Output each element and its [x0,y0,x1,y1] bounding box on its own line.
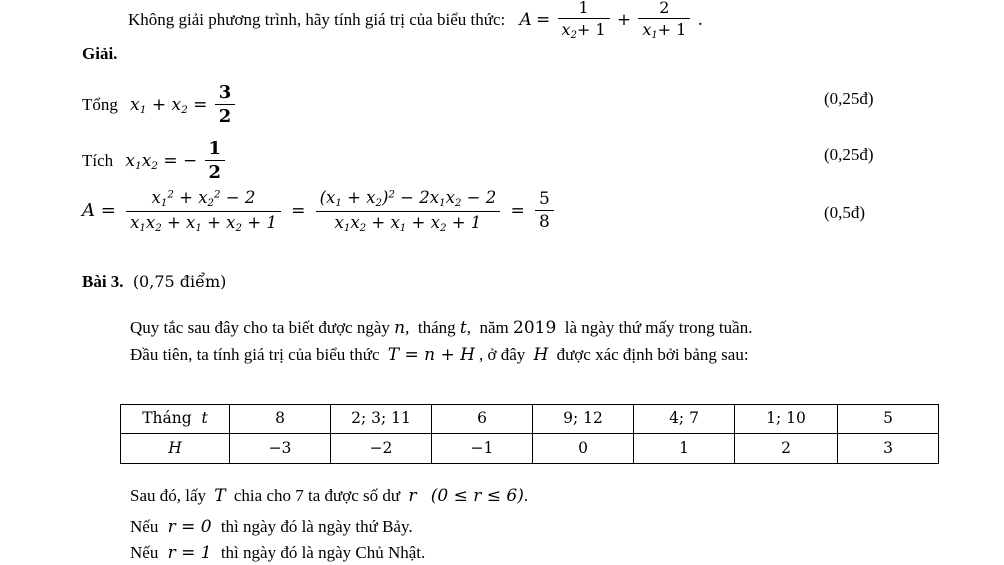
after-table-line-1-cond: (0 ≤ r ≤ 6) [430,486,524,506]
after-table-line-2 [130,517,413,537]
table-cell-month-5: 1; 10 [735,405,838,434]
after-table-line-3-b: thì ngày đó là ngày Chủ Nhật. [220,543,426,562]
a-fraction-1-denominator: $x_1x_2 + x_1 + x_2 + 1$ [130,212,277,234]
exercise-label: Bài 3. [82,272,124,291]
after-table-line-3 [130,543,425,563]
exercise-paragraph-2-c: được xác định bởi bảng sau: [556,345,749,364]
table-cell-h-5: 2 [735,434,838,464]
exercise-paragraph-2-var: H [533,345,549,365]
a-fraction-2-numerator: $(x_1 + x_2)^2 - 2x_1x_2 - 2$ [316,189,501,211]
a-computation-line [82,190,557,235]
table-cell-h-1: −2 [331,434,432,464]
product-label: Tích [82,151,114,171]
table-cell-h-3: 0 [533,434,634,464]
h-value-table-wrapper [120,404,939,464]
product-fraction-denominator: 2 [208,162,222,184]
fraction-1-den-subscript: 2 [570,29,577,41]
a-lhs: A = [82,200,116,222]
fraction-2-numerator: 2 [638,0,690,19]
table-row-label-h: H [121,434,230,464]
after-table-line-2-cond: r = 0 [167,517,212,537]
exercise-heading [82,272,226,292]
sum-label: Tổng [82,95,118,115]
sum-fraction-denominator: 2 [218,106,232,128]
exercise-paragraph-2 [130,345,749,365]
fraction-2-den-rest: + 1 [657,20,687,40]
table-cell-month-1: 2; 3; 11 [331,405,432,434]
period: . [697,9,703,30]
after-table-line-1-a: Sau đó, lấy [130,486,207,505]
problem-statement-text: Không giải phương trình, hãy tính giá trị của biểu thức: [128,9,506,29]
after-table-line-1-t: T [214,486,226,506]
a-fraction-2-denominator: $x_1x_2 + x_1 + x_2 + 1$ [334,212,482,234]
after-table-line-1-r: r [408,486,417,506]
a-fraction-1-numerator: $x_1^2 + x_2^2 - 2$ [126,189,281,211]
table-cell-h-6: 3 [838,434,939,464]
after-table-line-1 [130,486,528,506]
h-value-table [120,404,939,464]
fraction-2-den-subscript: 1 [651,29,658,41]
fraction-1-denominator: $x_2+ 1$ [561,20,606,41]
a-score: (0,5đ) [824,203,866,222]
sum-line [82,84,238,128]
fraction-1-numerator: 1 [558,0,610,19]
product-line [82,140,228,184]
a-fraction-2 [316,189,501,234]
a-equals-1: = [291,201,306,222]
fraction-1-den-rest: + 1 [576,20,606,40]
table-cell-h-4: 1 [634,434,735,464]
sum-score: (0,25đ) [824,89,874,108]
fraction-2 [638,0,690,41]
after-table-line-3-cond: r = 1 [167,543,212,563]
fraction-1 [558,0,610,41]
after-table-line-1-b: chia cho 7 ta được số dư [233,486,401,505]
table-cell-month-6: 5 [838,405,939,434]
table-row [121,405,939,434]
table-cell-month-0: 8 [230,405,331,434]
exercise-paragraph-2-expr: T = n + H [387,345,475,365]
table-cell-month-4: 4; 7 [634,405,735,434]
expression-variable-a: A [519,9,532,30]
product-fraction-numerator: 1 [205,139,226,161]
problem-statement-line [128,0,988,42]
exercise-paragraph-2-b: , ở đây [478,345,526,364]
sum-fraction [215,83,236,127]
fraction-2-denominator: $x_1+ 1$ [642,20,687,41]
table-row [121,434,939,464]
a-equals-2: = [510,201,525,222]
after-table-line-2-b: thì ngày đó là ngày thứ Bảy. [220,517,413,536]
exercise-points: (0,75 điểm) [132,272,227,291]
after-table-line-2-a: Nếu [130,517,159,536]
product-score: (0,25đ) [824,145,874,164]
sum-fraction-numerator: 3 [215,83,236,105]
table-cell-h-0: −3 [230,434,331,464]
table-row-label-month: Tháng t [121,405,230,434]
exercise-paragraph-1: Quy tắc sau đây cho ta biết được ngày n, tháng t, năm 2019 là ngày thứ mấy trong tuần. [130,318,753,338]
sum-expression: $x_1 + x_2$ = [130,95,208,116]
plus-sign: + [616,9,632,30]
after-table-line-1-end: . [523,486,529,505]
a-fraction-3-numerator: 5 [535,190,554,211]
table-cell-h-2: −1 [432,434,533,464]
solution-heading: Giải. [82,44,118,63]
product-fraction [205,139,226,183]
table-cell-month-3: 9; 12 [533,405,634,434]
after-table-line-3-a: Nếu [130,543,159,562]
product-expression: $x_1x_2$ = − [125,151,198,172]
a-fraction-3-denominator: 8 [538,212,550,233]
exercise-paragraph-2-a: Đầu tiên, ta tính giá trị của biểu thức [130,345,380,364]
a-fraction-3 [535,190,554,232]
table-cell-month-2: 6 [432,405,533,434]
equals-sign: = [536,9,551,30]
a-fraction-1 [126,189,281,234]
